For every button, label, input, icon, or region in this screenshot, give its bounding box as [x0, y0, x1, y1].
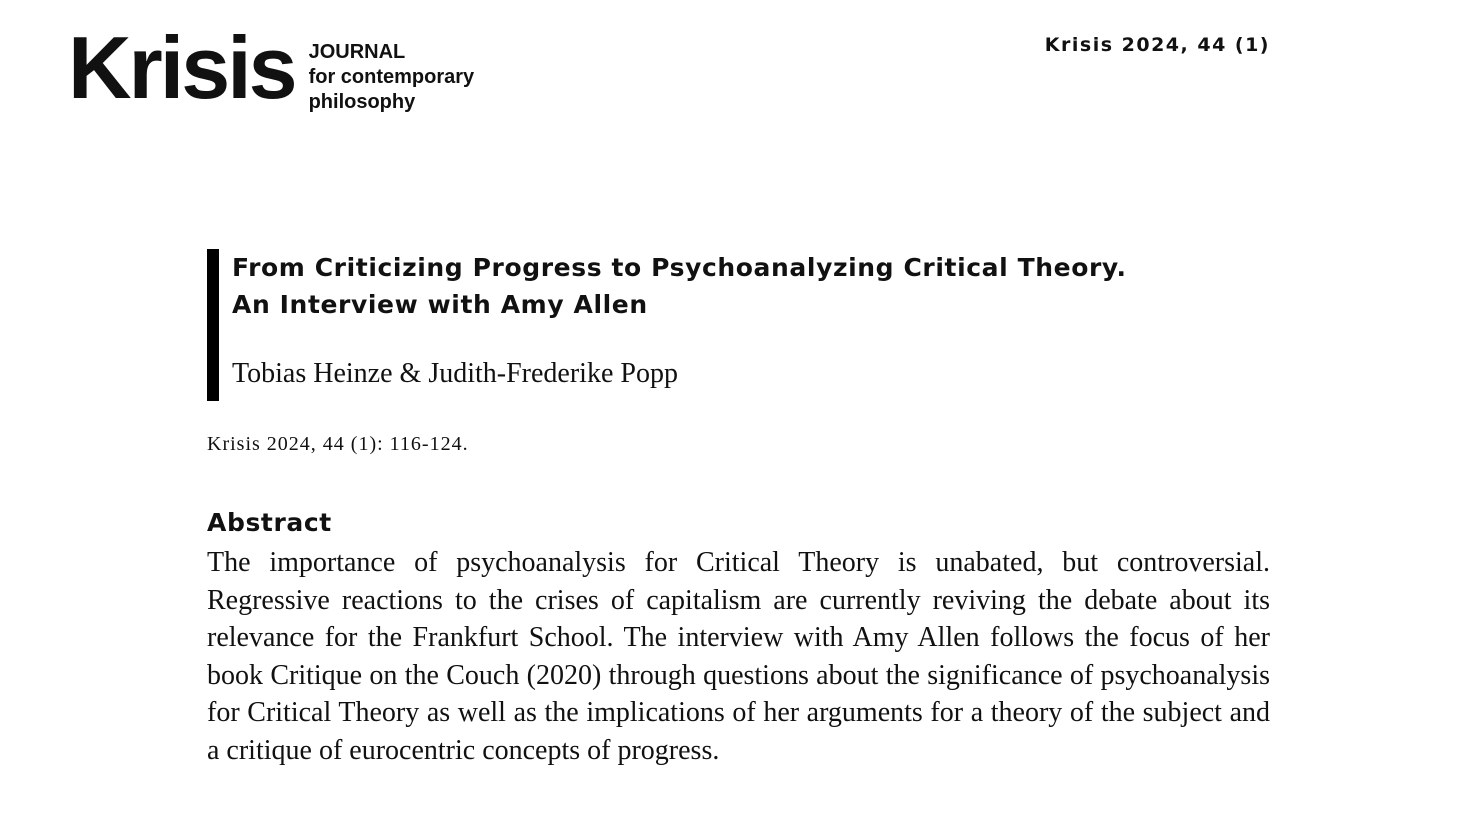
- title-accent-bar: [207, 249, 219, 401]
- article-title-line: From Criticizing Progress to Psychoanalyzing Critical Theory.: [232, 253, 1127, 282]
- abstract-text: The importance of psychoanalysis for Critical Theory is unabated, but controversial. Regressive reactions to the crises of capitalism are currently reviving the debate about its relevance for the Frankfurt School. The interview with Amy Allen follows the focus of her book Critique on the Couch (2020) through questions about the significance of psychoanalysis for Critical Theory as well as the implications of her arguments for a theory of the subject and a critique of eurocentric concepts of progress.: [207, 547, 1270, 766]
- journal-logo: [68, 18, 475, 124]
- logo-subtitle-line: JOURNAL: [308, 41, 406, 63]
- article-citation: Krisis 2024, 44 (1): 116-124.: [207, 433, 469, 455]
- article-title: [232, 249, 1127, 323]
- logo-subtitle: [309, 40, 475, 115]
- abstract-heading: Abstract: [207, 508, 332, 537]
- article-title-line: An Interview with Amy Allen: [232, 290, 648, 319]
- logo-wordmark: Krisis: [68, 18, 295, 117]
- title-block: [207, 249, 1270, 401]
- logo-subtitle-line: for contemporary: [308, 66, 475, 88]
- running-header-issue: Krisis 2024, 44 (1): [1044, 34, 1270, 56]
- logo-subtitle-line: philosophy: [308, 91, 416, 113]
- article-authors: Tobias Heinze & Judith-Frederike Popp: [232, 358, 678, 389]
